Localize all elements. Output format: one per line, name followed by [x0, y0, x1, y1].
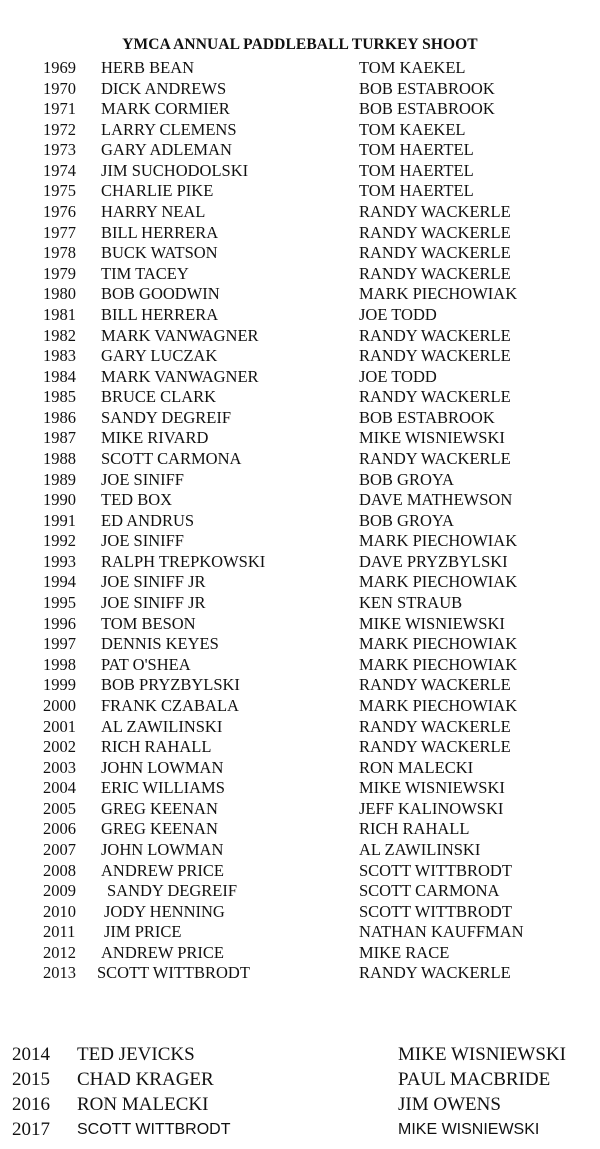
record-runner-up: BOB ESTABROOK — [359, 99, 495, 119]
record-winner: RALPH TREPKOWSKI — [101, 551, 266, 571]
record-year: 1989 — [43, 469, 76, 489]
record-row — [0, 284, 600, 305]
record-winner: ANDREW PRICE — [101, 942, 224, 962]
record-winner: TED BOX — [101, 490, 173, 510]
record-winner: PAT O'SHEA — [101, 654, 191, 674]
record-runner-up: MARK PIECHOWIAK — [359, 284, 518, 304]
record-runner-up: RANDY WACKERLE — [359, 963, 511, 983]
record-year: 2012 — [43, 942, 76, 962]
record-year: 1980 — [43, 284, 76, 304]
record-row — [0, 593, 600, 614]
record-row — [0, 922, 600, 943]
record-row — [0, 655, 600, 676]
record-runner-up: TOM KAEKEL — [359, 119, 466, 139]
record-winner: MARK VANWAGNER — [101, 325, 259, 345]
record-runner-up: DAVE PRYZBYLSKI — [359, 551, 508, 571]
record-winner: MARK CORMIER — [101, 99, 230, 119]
record-year: 1970 — [43, 78, 76, 98]
record-winner: ANDREW PRICE — [101, 860, 224, 880]
record-row — [0, 161, 600, 182]
record-runner-up: MARK PIECHOWIAK — [359, 695, 518, 715]
record-year: 1993 — [43, 551, 76, 571]
record-year: 2011 — [43, 922, 76, 942]
record-runner-up: RANDY WACKERLE — [359, 675, 511, 695]
record-winner: JODY HENNING — [104, 901, 225, 921]
record-winner: SCOTT CARMONA — [101, 448, 242, 468]
record-runner-up: NATHAN KAUFFMAN — [359, 922, 524, 942]
record-year: 1978 — [43, 243, 76, 263]
record-year: 1991 — [43, 510, 76, 530]
record-runner-up: DAVE MATHEWSON — [359, 490, 513, 510]
record-winner: GREG KEENAN — [101, 798, 218, 818]
recent-record-runner-up: PAUL MACBRIDE — [398, 1069, 551, 1090]
record-year: 1992 — [43, 531, 76, 551]
record-runner-up: TOM HAERTEL — [359, 140, 474, 160]
record-winner: JOE SINIFF JR — [101, 593, 206, 613]
record-winner: LARRY CLEMENS — [101, 119, 237, 139]
record-row — [0, 223, 600, 244]
record-year: 2003 — [43, 757, 76, 777]
record-row — [0, 511, 600, 532]
record-year: 2000 — [43, 695, 76, 715]
record-runner-up: MIKE WISNIEWSKI — [359, 613, 505, 633]
record-runner-up: RANDY WACKERLE — [359, 716, 511, 736]
record-row — [0, 614, 600, 635]
record-row — [0, 58, 600, 79]
record-year: 1990 — [43, 490, 76, 510]
recent-record-year: 2014 — [12, 1044, 50, 1065]
record-row — [0, 120, 600, 141]
record-runner-up: BOB GROYA — [359, 510, 454, 530]
record-year: 1987 — [43, 428, 76, 448]
recent-record-row — [0, 1042, 600, 1067]
record-runner-up: RANDY WACKERLE — [359, 202, 511, 222]
record-runner-up: SCOTT WITTBRODT — [359, 860, 512, 880]
record-row — [0, 902, 600, 923]
record-winner: GREG KEENAN — [101, 819, 218, 839]
record-year: 1997 — [43, 634, 76, 654]
record-runner-up: MARK PIECHOWIAK — [359, 654, 518, 674]
record-year: 1979 — [43, 263, 76, 283]
record-row — [0, 202, 600, 223]
record-winner: DICK ANDREWS — [101, 78, 227, 98]
record-row — [0, 799, 600, 820]
record-year: 2013 — [43, 963, 76, 983]
record-year: 1974 — [43, 160, 76, 180]
record-runner-up: RANDY WACKERLE — [359, 325, 511, 345]
record-runner-up: RANDY WACKERLE — [359, 448, 511, 468]
record-winner: BUCK WATSON — [101, 243, 218, 263]
record-runner-up: RANDY WACKERLE — [359, 387, 511, 407]
record-runner-up: TOM HAERTEL — [359, 160, 474, 180]
record-winner: ERIC WILLIAMS — [101, 778, 225, 798]
record-winner: BRUCE CLARK — [101, 387, 217, 407]
record-year: 2001 — [43, 716, 76, 736]
record-runner-up: SCOTT CARMONA — [359, 881, 500, 901]
recent-record-runner-up: MIKE WISNIEWSKI — [398, 1121, 540, 1138]
record-row — [0, 531, 600, 552]
record-runner-up: RON MALECKI — [359, 757, 474, 777]
record-winner: ED ANDRUS — [101, 510, 195, 530]
record-winner: MARK VANWAGNER — [101, 366, 259, 386]
recent-record-winner: CHAD KRAGER — [77, 1069, 214, 1090]
record-winner: TIM TACEY — [101, 263, 189, 283]
record-runner-up: MIKE WISNIEWSKI — [359, 778, 505, 798]
record-year: 2010 — [43, 901, 76, 921]
record-winner: GARY LUCZAK — [101, 346, 218, 366]
recent-record-row — [0, 1117, 600, 1142]
record-year: 1996 — [43, 613, 76, 633]
record-year: 2005 — [43, 798, 76, 818]
record-year: 1977 — [43, 222, 76, 242]
record-year: 1971 — [43, 99, 76, 119]
record-row — [0, 449, 600, 470]
record-row — [0, 79, 600, 100]
record-winner: HARRY NEAL — [101, 202, 206, 222]
recent-record-row — [0, 1092, 600, 1117]
record-runner-up: RANDY WACKERLE — [359, 346, 511, 366]
record-winner: JOE SINIFF — [101, 469, 184, 489]
record-row — [0, 572, 600, 593]
record-year: 1999 — [43, 675, 76, 695]
recent-record-winner: SCOTT WITTBRODT — [77, 1121, 231, 1138]
record-runner-up: BOB ESTABROOK — [359, 407, 495, 427]
record-winner: CHARLIE PIKE — [101, 181, 214, 201]
record-winner: BOB GOODWIN — [101, 284, 220, 304]
record-row — [0, 675, 600, 696]
record-runner-up: SCOTT WITTBRODT — [359, 901, 512, 921]
record-runner-up: KEN STRAUB — [359, 593, 463, 613]
record-row — [0, 758, 600, 779]
record-winner: JIM SUCHODOLSKI — [101, 160, 249, 180]
record-row — [0, 387, 600, 408]
record-winner: JOE SINIFF JR — [101, 572, 206, 592]
record-winner: SANDY DEGREIF — [107, 881, 238, 901]
record-year: 2009 — [43, 881, 76, 901]
record-row — [0, 819, 600, 840]
record-row — [0, 243, 600, 264]
record-row — [0, 99, 600, 120]
record-runner-up: MARK PIECHOWIAK — [359, 572, 518, 592]
record-winner: GARY ADLEMAN — [101, 140, 232, 160]
record-row — [0, 470, 600, 491]
record-winner: JOE SINIFF — [101, 531, 184, 551]
record-runner-up: RANDY WACKERLE — [359, 243, 511, 263]
record-year: 2002 — [43, 737, 76, 757]
record-year: 1976 — [43, 202, 76, 222]
page-title: YMCA ANNUAL PADDLEBALL TURKEY SHOOT — [122, 36, 478, 53]
record-winner: MIKE RIVARD — [101, 428, 209, 448]
record-row — [0, 346, 600, 367]
record-runner-up: RANDY WACKERLE — [359, 263, 511, 283]
record-row — [0, 963, 600, 984]
records-list — [0, 58, 600, 984]
record-winner: RICH RAHALL — [101, 737, 212, 757]
record-winner: BILL HERRERA — [101, 304, 219, 324]
record-year: 2007 — [43, 839, 76, 859]
recent-record-runner-up: MIKE WISNIEWSKI — [398, 1044, 566, 1065]
record-row — [0, 861, 600, 882]
record-runner-up: RANDY WACKERLE — [359, 737, 511, 757]
record-row — [0, 140, 600, 161]
record-winner: JIM PRICE — [104, 922, 182, 942]
record-winner: BILL HERRERA — [101, 222, 219, 242]
record-row — [0, 634, 600, 655]
record-year: 1981 — [43, 304, 76, 324]
record-row — [0, 428, 600, 449]
record-row — [0, 181, 600, 202]
record-year: 1988 — [43, 448, 76, 468]
record-runner-up: JOE TODD — [359, 366, 437, 386]
record-year: 1975 — [43, 181, 76, 201]
record-year: 1985 — [43, 387, 76, 407]
record-year: 1973 — [43, 140, 76, 160]
record-runner-up: TOM HAERTEL — [359, 181, 474, 201]
record-year: 2006 — [43, 819, 76, 839]
record-row — [0, 943, 600, 964]
record-year: 1984 — [43, 366, 76, 386]
record-year: 1982 — [43, 325, 76, 345]
recent-records-list — [0, 1042, 600, 1142]
recent-record-winner: RON MALECKI — [77, 1094, 209, 1115]
record-row — [0, 737, 600, 758]
record-year: 2004 — [43, 778, 76, 798]
record-year: 1983 — [43, 346, 76, 366]
record-row — [0, 778, 600, 799]
record-winner: JOHN LOWMAN — [101, 757, 224, 777]
record-runner-up: BOB GROYA — [359, 469, 454, 489]
record-row — [0, 490, 600, 511]
record-row — [0, 367, 600, 388]
record-runner-up: TOM KAEKEL — [359, 58, 466, 77]
recent-record-year: 2017 — [12, 1119, 50, 1140]
record-runner-up: MARK PIECHOWIAK — [359, 634, 518, 654]
record-runner-up: JEFF KALINOWSKI — [359, 798, 504, 818]
record-year: 2008 — [43, 860, 76, 880]
record-year: 1986 — [43, 407, 76, 427]
record-row — [0, 696, 600, 717]
recent-record-row — [0, 1067, 600, 1092]
record-runner-up: AL ZAWILINSKI — [359, 839, 481, 859]
record-row — [0, 264, 600, 285]
record-row — [0, 305, 600, 326]
recent-record-winner: TED JEVICKS — [77, 1044, 195, 1065]
record-winner: HERB BEAN — [101, 58, 195, 77]
record-row — [0, 326, 600, 347]
record-winner: TOM BESON — [101, 613, 196, 633]
record-winner: JOHN LOWMAN — [101, 839, 224, 859]
record-runner-up: BOB ESTABROOK — [359, 78, 495, 98]
record-year: 1972 — [43, 119, 76, 139]
record-runner-up: RANDY WACKERLE — [359, 222, 511, 242]
record-winner: SANDY DEGREIF — [101, 407, 232, 427]
record-runner-up: RICH RAHALL — [359, 819, 470, 839]
record-row — [0, 717, 600, 738]
record-winner: DENNIS KEYES — [101, 634, 219, 654]
record-runner-up: MIKE WISNIEWSKI — [359, 428, 505, 448]
record-year: 1998 — [43, 654, 76, 674]
record-row — [0, 840, 600, 861]
record-runner-up: JOE TODD — [359, 304, 437, 324]
record-year: 1969 — [43, 58, 76, 77]
record-winner: BOB PRYZBYLSKI — [101, 675, 240, 695]
record-year: 1994 — [43, 572, 76, 592]
record-winner: AL ZAWILINSKI — [101, 716, 223, 736]
record-row — [0, 408, 600, 429]
record-runner-up: MARK PIECHOWIAK — [359, 531, 518, 551]
recent-record-year: 2015 — [12, 1069, 50, 1090]
recent-record-year: 2016 — [12, 1094, 50, 1115]
record-year: 1995 — [43, 593, 76, 613]
record-runner-up: MIKE RACE — [359, 942, 450, 962]
record-row — [0, 881, 600, 902]
recent-record-runner-up: JIM OWENS — [398, 1094, 501, 1115]
record-winner: FRANK CZABALA — [101, 695, 239, 715]
record-row — [0, 552, 600, 573]
record-winner: SCOTT WITTBRODT — [97, 963, 250, 983]
